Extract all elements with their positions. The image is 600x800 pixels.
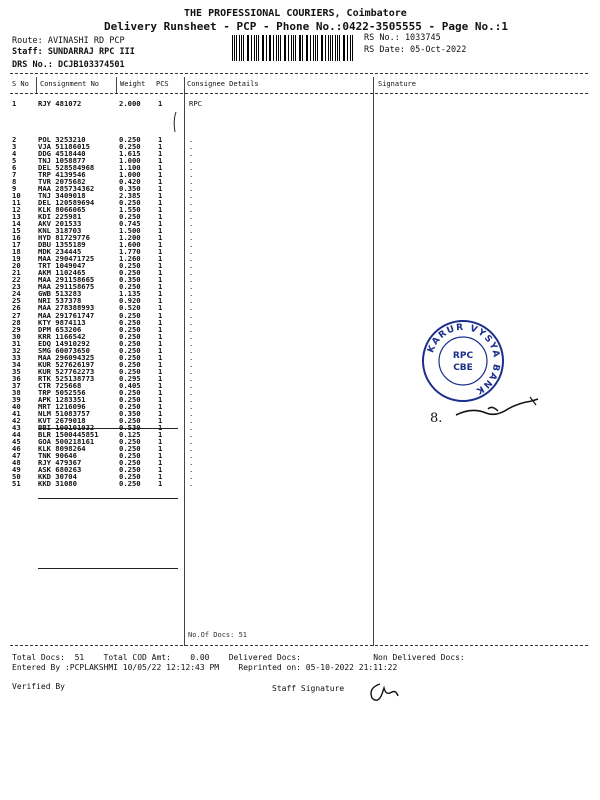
row-serial-number: 7 <box>12 170 17 180</box>
row-pieces: 1 <box>158 233 163 243</box>
row-consignee-details: . <box>189 331 194 341</box>
row-serial-number: 33 <box>12 352 21 362</box>
row-consignee-details: . <box>189 429 194 439</box>
route-label: Route: AVINASHI RD PCP <box>12 36 125 46</box>
row-serial-number: 17 <box>12 240 21 250</box>
row-consignee-details: . <box>189 450 194 460</box>
row-weight: 1.770 <box>119 247 141 257</box>
row-weight: 1.615 <box>119 149 141 159</box>
col-header-pcs: PCS <box>156 80 169 88</box>
row-consignment-number: NLM 51083757 <box>38 408 90 418</box>
row-consignee-details: . <box>189 275 194 285</box>
row-weight: 0.250 <box>119 142 141 152</box>
row-pieces: 1 <box>158 254 163 264</box>
row-pieces: 1 <box>158 247 163 257</box>
row-serial-number: 2 <box>12 135 17 144</box>
row-pieces: 1 <box>158 422 163 432</box>
row-serial-number: 38 <box>12 387 21 397</box>
row-consignment-number: BLR 1500445851 <box>38 429 99 439</box>
row-weight: 0.250 <box>119 366 141 376</box>
row-pieces: 1 <box>158 226 163 236</box>
row-consignee-details: . <box>189 415 194 425</box>
row-serial-number: 8 <box>12 177 17 187</box>
table-row <box>0 480 600 490</box>
row-consignee-details: . <box>189 156 194 166</box>
row-pieces: 1 <box>158 338 163 348</box>
row-consignee-details: . <box>189 401 194 411</box>
col-header-consignment: Consignment No <box>40 80 100 88</box>
row-consignee-details: . <box>189 387 194 397</box>
row-serial-number: 6 <box>12 163 17 173</box>
row-consignment-number: VJA 51186015 <box>38 142 90 152</box>
row-pieces: 1 <box>158 401 163 411</box>
row-consignment-number: DBU 1355189 <box>38 240 86 250</box>
row-consignee-details: . <box>189 226 194 236</box>
row-weight: 0.520 <box>119 303 141 313</box>
row-consignee-details: . <box>189 457 194 467</box>
row-weight: 0.295 <box>119 373 141 383</box>
row-pieces: 1 <box>158 212 163 222</box>
row-consignee-details: . <box>189 422 194 432</box>
row-consignment-number: AKM 1102465 <box>38 268 86 278</box>
row-consignment-number: DPM 653206 <box>38 324 82 334</box>
row-pieces: 1 <box>158 380 163 390</box>
row-pieces: 1 <box>158 359 163 369</box>
row-pieces: 1 <box>158 198 163 208</box>
row-consignment-number: DEL 120589694 <box>38 198 95 208</box>
row-consignee-details: . <box>189 303 194 313</box>
row-consignee-details: . <box>189 163 194 173</box>
row-consignment-number: CTR 725668 <box>38 380 82 390</box>
row-serial-number: 32 <box>12 345 21 355</box>
row-serial-number: 51 <box>12 478 21 488</box>
row-pieces: 1 <box>158 331 163 341</box>
row-consignee-details: . <box>189 149 194 159</box>
row-pieces: 1 <box>158 282 163 292</box>
row-consignee-details: . <box>189 135 194 144</box>
verified-by-label: Verified By <box>12 682 65 691</box>
row-weight: 0.250 <box>119 401 141 411</box>
row-consignment-number: NRI 537378 <box>38 296 82 306</box>
row-consignment-number: BBI 100101032 <box>38 422 95 432</box>
row-consignment-number: RTK 525138773 <box>38 373 95 383</box>
row-pieces: 1 <box>158 184 163 194</box>
stamp-ring-text: KARUR VYSYA BANK <box>426 322 502 397</box>
bank-stamp <box>420 318 506 404</box>
row-pieces: 1 <box>158 345 163 355</box>
row-consignee-details: . <box>189 177 194 187</box>
row-serial-number: 34 <box>12 359 21 369</box>
row-consignment-number: TRT 1049047 <box>38 261 86 271</box>
row-consignment-number: MAA 291761747 <box>38 310 95 320</box>
row-serial-number: 13 <box>12 212 21 222</box>
row-pieces: 1 <box>158 394 163 404</box>
rs-number: RS No.: 1033745 <box>364 33 441 43</box>
row-pieces: 1 <box>158 240 163 250</box>
row-serial-number: 50 <box>12 471 21 481</box>
row-consignee-details: . <box>189 394 194 404</box>
row-pieces: 1 <box>158 219 163 229</box>
row-serial-number: 3 <box>12 142 17 152</box>
strike-line <box>38 428 178 429</box>
row-consignment-number: MAA 291158675 <box>38 282 95 292</box>
row-serial-number: 12 <box>12 205 21 215</box>
staff-signature-scribble <box>366 680 400 706</box>
row-weight: 0.250 <box>119 324 141 334</box>
row-weight: 0.250 <box>119 212 141 222</box>
row-consignment-number: MDK 234445 <box>38 247 82 257</box>
stamp-center-line-1: RPC <box>452 351 474 361</box>
row-pieces: 1 <box>158 261 163 271</box>
row-serial-number: 10 <box>12 191 21 201</box>
footer-entered-by: Entered By :PCPLAKSHMI 10/05/22 12:12:43 PM Reprinted on: 05-10-2022 21:11:22 <box>12 663 398 672</box>
row-consignment-number: TRP 5052556 <box>38 387 86 397</box>
row-serial-number: 9 <box>12 184 17 194</box>
row-pieces: 1 <box>158 443 163 453</box>
row-serial-number: 31 <box>12 338 21 348</box>
row-serial-number: 22 <box>12 275 21 285</box>
row-consignment-number: APK 1283351 <box>38 394 86 404</box>
row-pieces: 1 <box>158 296 163 306</box>
row-pieces: 1 <box>158 366 163 376</box>
row-serial-number: 43 <box>12 422 21 432</box>
row-consignment-number: ASK 680263 <box>38 464 82 474</box>
row-consignment-number: MAA 290471725 <box>38 254 95 264</box>
row-serial-number: 21 <box>12 268 21 278</box>
row-consignment-number: KUR 527626197 <box>38 359 95 369</box>
row-consignee-details: . <box>189 310 194 320</box>
row-serial-number: 5 <box>12 156 17 166</box>
row-pieces: 1 <box>158 170 163 180</box>
row-consignment-number: MAA 291158665 <box>38 275 95 285</box>
row-weight: 0.745 <box>119 219 141 229</box>
row-pieces: 1 <box>158 289 163 299</box>
row-consignee-details: . <box>189 338 194 348</box>
row-weight: 1.000 <box>119 170 141 180</box>
row-pieces: 1 <box>158 373 163 383</box>
row-consignee-details: . <box>189 142 194 152</box>
row-pieces: 1 <box>158 429 163 439</box>
row-serial-number: 46 <box>12 443 21 453</box>
row-weight: 0.250 <box>119 331 141 341</box>
row-consignment-number: KRR 1166542 <box>38 331 86 341</box>
row-serial-number: 16 <box>12 233 21 243</box>
row-pieces: 1 <box>158 156 163 166</box>
row-pieces: 1 <box>158 303 163 313</box>
row-weight: 1.500 <box>119 226 141 236</box>
row-serial-number: 41 <box>12 408 21 418</box>
row-serial-number: 49 <box>12 464 21 474</box>
col-header-signature: Signature <box>378 80 416 88</box>
row-pieces: 1 <box>158 471 163 481</box>
row-pieces: 1 <box>158 191 163 201</box>
row-pieces: 1 <box>158 450 163 460</box>
row-pieces: 1 <box>158 205 163 215</box>
row-weight: 0.250 <box>119 471 141 481</box>
row-consignee-details: . <box>189 254 194 264</box>
row-consignee-details: . <box>189 366 194 376</box>
row-consignment-number: KLK 8066065 <box>38 205 86 215</box>
row-consignment-number: TNJ 1058877 <box>38 156 86 166</box>
row-serial-number: 11 <box>12 198 21 208</box>
row-weight: 0.250 <box>119 387 141 397</box>
row-consignee-details: . <box>189 212 194 222</box>
row-pieces: 1 <box>158 478 163 488</box>
row-weight: 1.135 <box>119 289 141 299</box>
row-consignee-details: . <box>189 324 194 334</box>
row-weight: 0.250 <box>119 261 141 271</box>
column-divider <box>116 77 117 94</box>
barcode <box>232 35 354 61</box>
row-weight: 1.100 <box>119 163 141 173</box>
no-of-docs: No.Of Docs: 51 <box>188 631 248 639</box>
row-serial-number: 45 <box>12 436 21 446</box>
drs-number: DRS No.: DCJB103374501 <box>12 60 125 70</box>
row-serial-number: 29 <box>12 324 21 334</box>
row-consignment-number: KVT 2679018 <box>38 415 86 425</box>
row-weight: 0.250 <box>119 394 141 404</box>
table-row <box>0 100 600 110</box>
row-consignee-details: . <box>189 289 194 299</box>
col-header-weight: Weight <box>120 80 146 88</box>
row-weight: 0.250 <box>119 310 141 320</box>
row-consignment-number: HYD 81729776 <box>38 233 90 243</box>
row-weight: 0.250 <box>119 359 141 369</box>
row-consignment-number: POL 3253210 <box>38 135 86 144</box>
row-consignee-details: . <box>189 471 194 481</box>
row-serial-number: 23 <box>12 282 21 292</box>
row-serial-number: 40 <box>12 401 21 411</box>
row-consignee-details: . <box>189 380 194 390</box>
row-weight: 1.200 <box>119 233 141 243</box>
row-consignee-details: . <box>189 191 194 201</box>
row-consignment-number: KDI 225981 <box>38 212 82 222</box>
row-consignment-number: KNL 318703 <box>38 226 82 236</box>
row-pieces: 1 <box>158 324 163 334</box>
row-consignment-number: TNJ 3409018 <box>38 191 86 201</box>
row-weight: 0.250 <box>119 345 141 355</box>
row-weight: 0.420 <box>119 177 141 187</box>
row-consignee-details: . <box>189 436 194 446</box>
row-serial-number: 20 <box>12 261 21 271</box>
row-pieces: 1 <box>158 99 163 108</box>
divider <box>10 93 588 94</box>
row-weight: 0.250 <box>119 415 141 425</box>
row-serial-number: 27 <box>12 310 21 320</box>
row-consignment-number: MAA 278388993 <box>38 303 95 313</box>
row-weight: 1.550 <box>119 205 141 215</box>
row-weight: 0.250 <box>119 268 141 278</box>
row-consignment-number: MAA 285734362 <box>38 184 95 194</box>
row-weight: 0.350 <box>119 408 141 418</box>
row-consignee-details: . <box>189 296 194 306</box>
handwritten-mark: 8. <box>430 411 443 426</box>
row-consignment-number: KKD 31080 <box>38 478 77 488</box>
row-weight: 0.250 <box>119 450 141 460</box>
row-consignment-number: DEL 528584968 <box>38 163 95 173</box>
row-consignment-number: EDQ 14910292 <box>38 338 90 348</box>
row-pieces: 1 <box>158 457 163 467</box>
row-weight: 0.250 <box>119 135 141 144</box>
staff-signature-label: Staff Signature <box>272 684 345 693</box>
row-pieces: 1 <box>158 149 163 159</box>
row-weight: 0.250 <box>119 338 141 348</box>
row-serial-number: 4 <box>12 149 17 159</box>
strike-line <box>38 568 178 569</box>
row-serial-number: 42 <box>12 415 21 425</box>
handwritten-signature <box>452 395 542 423</box>
row-pieces: 1 <box>158 163 163 173</box>
row-serial-number: 30 <box>12 331 21 341</box>
row-pieces: 1 <box>158 317 163 327</box>
column-divider <box>36 77 37 94</box>
row-serial-number: 44 <box>12 429 21 439</box>
row-consignment-number: KLK 8098264 <box>38 443 86 453</box>
row-serial-number: 37 <box>12 380 21 390</box>
row-weight: 2.000 <box>119 99 141 108</box>
row-consignee-details: . <box>189 373 194 383</box>
row-weight: 1.000 <box>119 156 141 166</box>
row-weight: 0.250 <box>119 436 141 446</box>
row-consignee-details: . <box>189 184 194 194</box>
row-weight: 0.250 <box>119 478 141 488</box>
row-serial-number: 24 <box>12 289 21 299</box>
row-consignment-number: TNK 90646 <box>38 450 77 460</box>
row-consignment-number: GOA 500218161 <box>38 436 95 446</box>
row-consignee-details: . <box>189 247 194 257</box>
row-weight: 0.250 <box>119 443 141 453</box>
col-header-sno: S No <box>12 80 29 88</box>
row-pieces: 1 <box>158 408 163 418</box>
row-consignment-number: DDG 4518440 <box>38 149 86 159</box>
row-consignment-number: TRP 4139546 <box>38 170 86 180</box>
row-consignment-number: MRT 1216096 <box>38 401 86 411</box>
row-consignee-details: . <box>189 219 194 229</box>
row-weight: 0.250 <box>119 464 141 474</box>
row-consignee-details: . <box>189 359 194 369</box>
row-serial-number: 19 <box>12 254 21 264</box>
row-consignee-details: . <box>189 282 194 292</box>
row-pieces: 1 <box>158 387 163 397</box>
row-consignee-details: . <box>189 443 194 453</box>
row-consignee-details: . <box>189 345 194 355</box>
row-weight: 0.250 <box>119 198 141 208</box>
row-weight: 0.405 <box>119 380 141 390</box>
row-serial-number: 36 <box>12 373 21 383</box>
divider <box>10 645 588 646</box>
row-consignment-number: KKD 30704 <box>38 471 77 481</box>
row-serial-number: 39 <box>12 394 21 404</box>
row-weight: 0.250 <box>119 352 141 362</box>
divider <box>10 73 588 74</box>
row-pieces: 1 <box>158 415 163 425</box>
row-serial-number: 35 <box>12 366 21 376</box>
row-weight: 0.920 <box>119 296 141 306</box>
row-pieces: 1 <box>158 177 163 187</box>
row-weight: 0.530 <box>119 422 141 432</box>
row-consignee-details: . <box>189 478 194 488</box>
row-serial-number: 25 <box>12 296 21 306</box>
row-consignee-details: . <box>189 170 194 180</box>
pen-tick <box>170 110 182 134</box>
row-consignee-details: . <box>189 268 194 278</box>
row-weight: 1.600 <box>119 240 141 250</box>
col-header-consignee: Consignee Details <box>187 80 259 88</box>
staff-label: Staff: SUNDARRAJ RPC III <box>12 47 135 57</box>
row-pieces: 1 <box>158 310 163 320</box>
row-consignee-details: . <box>189 261 194 271</box>
row-consignment-number: KUR 527762273 <box>38 366 95 376</box>
footer-totals: Total Docs: 51 Total COD Amt: 0.00 Delivered Docs: Non Delivered Docs: <box>12 653 465 662</box>
row-pieces: 1 <box>158 142 163 152</box>
row-consignee-details: . <box>189 408 194 418</box>
row-serial-number: 48 <box>12 457 21 467</box>
row-serial-number: 18 <box>12 247 21 257</box>
row-consignee-details: . <box>189 464 194 474</box>
row-weight: 1.260 <box>119 254 141 264</box>
runsheet-title: Delivery Runsheet - PCP - Phone No.:0422-3505555 - Page No.:1 <box>104 20 508 33</box>
row-serial-number: 28 <box>12 317 21 327</box>
row-consignment-number: KTY 9874113 <box>38 317 86 327</box>
row-weight: 0.250 <box>119 457 141 467</box>
row-consignment-number: TVR 2075682 <box>38 177 86 187</box>
row-weight: 0.250 <box>119 317 141 327</box>
rs-date: RS Date: 05-Oct-2022 <box>364 45 467 55</box>
row-pieces: 1 <box>158 135 163 144</box>
row-weight: 0.125 <box>119 429 141 439</box>
row-serial-number: 26 <box>12 303 21 313</box>
row-pieces: 1 <box>158 464 163 474</box>
row-consignee-details: . <box>189 205 194 215</box>
row-serial-number: 47 <box>12 450 21 460</box>
row-pieces: 1 <box>158 275 163 285</box>
row-pieces: 1 <box>158 268 163 278</box>
row-consignment-number: SMG 60073650 <box>38 345 90 355</box>
row-consignee-details: RPC <box>189 99 202 108</box>
row-serial-number: 1 <box>12 99 17 108</box>
row-consignee-details: . <box>189 352 194 362</box>
row-weight: 2.385 <box>119 191 141 201</box>
row-weight: 0.250 <box>119 282 141 292</box>
row-consignment-number: GWB 513283 <box>38 289 82 299</box>
row-weight: 0.350 <box>119 275 141 285</box>
row-serial-number: 14 <box>12 219 21 229</box>
row-consignment-number: RJY 481072 <box>38 99 82 108</box>
strike-line <box>38 498 178 499</box>
row-consignee-details: . <box>189 233 194 243</box>
row-consignment-number: AKV 201533 <box>38 219 82 229</box>
row-consignee-details: . <box>189 240 194 250</box>
row-consignment-number: MAA 296094325 <box>38 352 95 362</box>
company-name: THE PROFESSIONAL COURIERS, Coimbatore <box>184 8 407 19</box>
row-consignee-details: . <box>189 198 194 208</box>
row-pieces: 1 <box>158 436 163 446</box>
row-serial-number: 15 <box>12 226 21 236</box>
row-consignee-details: . <box>189 317 194 327</box>
stamp-center-line-2: CBE <box>453 363 473 373</box>
row-pieces: 1 <box>158 352 163 362</box>
row-weight: 0.350 <box>119 184 141 194</box>
row-consignment-number: RJY 479367 <box>38 457 82 467</box>
